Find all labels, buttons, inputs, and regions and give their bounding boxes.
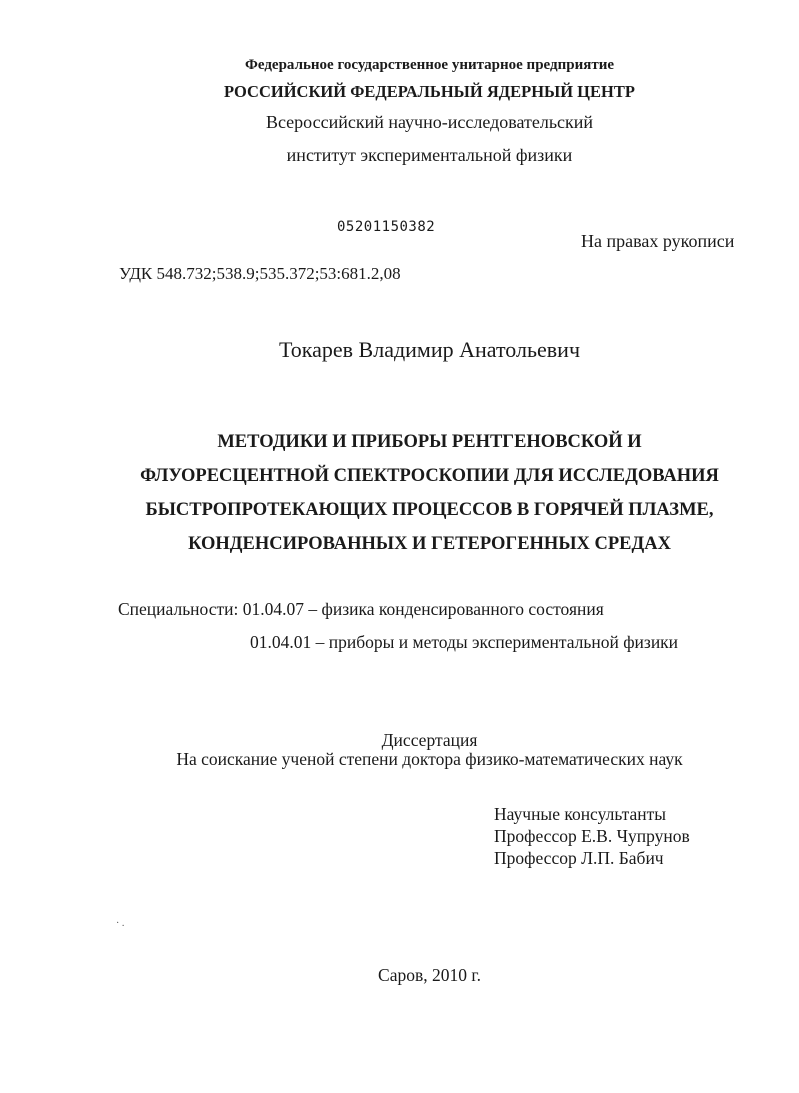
udc-code: УДК 548.732;538.9;535.372;53:681.2,08	[119, 264, 401, 283]
consultants-block	[494, 803, 690, 869]
dissertation-label: Диссертация	[381, 730, 478, 750]
title-line: ФЛУОРЕСЦЕНТНОЙ СПЕКТРОСКОПИИ ДЛЯ ИССЛЕДОВАНИЯ	[140, 466, 719, 486]
organization-line-1: Федеральное государственное унитарное предприятие	[245, 57, 614, 73]
organization-line-4: институт экспериментальной физики	[286, 145, 573, 165]
degree-statement: На соискание ученой степени доктора физико-математических наук	[176, 749, 683, 769]
title-line: БЫСТРОПРОТЕКАЮЩИХ ПРОЦЕССОВ В ГОРЯЧЕЙ ПЛАЗМЕ,	[145, 500, 714, 520]
city-year: Саров, 2010 г.	[378, 965, 481, 985]
organization-line-2: РОССИЙСКИЙ ФЕДЕРАЛЬНЫЙ ЯДЕРНЫЙ ЦЕНТР	[224, 82, 635, 101]
title-line: КОНДЕНСИРОВАННЫХ И ГЕТЕРОГЕННЫХ СРЕДАХ	[188, 534, 671, 554]
archive-stamp-number: 05201150382	[337, 219, 436, 235]
manuscript-rights-note: На правах рукописи	[581, 231, 735, 251]
consultants-heading: Научные консультанты	[494, 804, 667, 824]
consultant-name: Профессор Л.П. Бабич	[494, 848, 664, 868]
specialty-line-1: Специальности: 01.04.07 – физика конденсированного состояния	[118, 599, 604, 619]
author-name: Токарев Владимир Анатольевич	[278, 337, 581, 362]
organization-line-3: Всероссийский научно-исследовательский	[265, 112, 594, 132]
dissertation-title	[30, 425, 799, 561]
specialty-line-2: 01.04.01 – приборы и методы экспериментальной физики	[250, 632, 679, 652]
consultant-name: Профессор Е.В. Чупрунов	[494, 826, 690, 846]
stray-marks: · .	[116, 918, 125, 929]
title-line: МЕТОДИКИ И ПРИБОРЫ РЕНТГЕНОВСКОЙ И	[217, 432, 642, 452]
